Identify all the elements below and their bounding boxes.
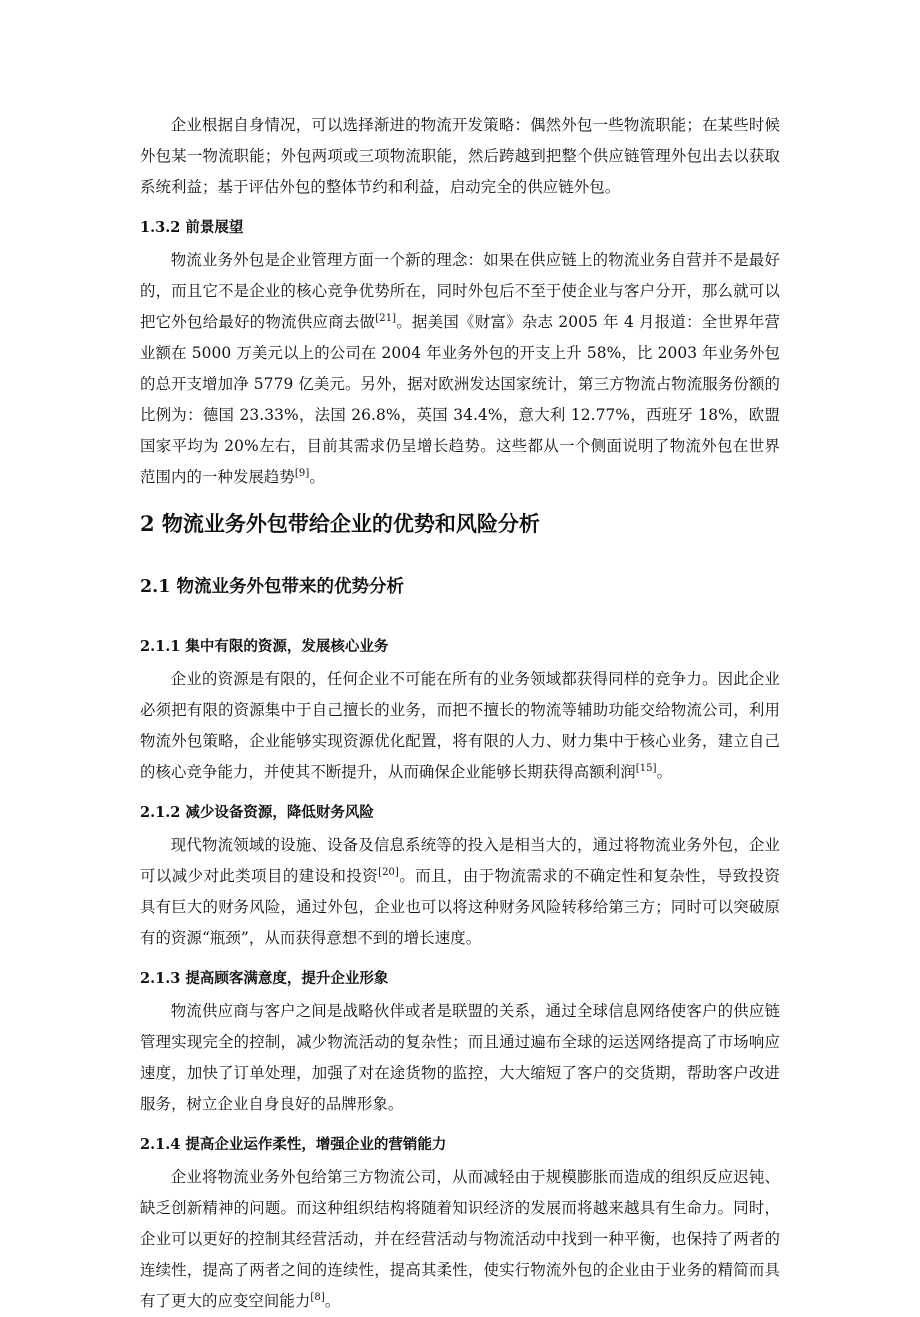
paragraph-outlook-text-c: 。 — [309, 468, 325, 486]
paragraph-outsourcing-strategy: 企业根据自身情况，可以选择渐进的物流开发策略：偶然外包一些物流职能；在某些时候外包某一物流职能；外包两项或三项物流职能，然后跨越到把整个供应链管理外包出去以获取系统利益；基于评估外包的整体节约和利益，启动完全的供应链外包。 — [140, 116, 780, 196]
heading-2-1-4: 2.1.4 提高企业运作柔性，增强企业的营销能力 — [140, 1136, 447, 1153]
chapter-2-title: 2 物流业务外包带给企业的优势和风险分析 — [140, 511, 540, 536]
paragraph-flexibility — [140, 1162, 780, 1317]
paragraph-core-business — [140, 664, 780, 788]
paragraph-outlook — [140, 245, 780, 493]
heading-1-3-2: 1.3.2 前景展望 — [140, 219, 244, 236]
heading-2-1-2: 2.1.2 减少设备资源，降低财务风险 — [140, 804, 374, 821]
paragraph-core-business-text-b: 。 — [656, 763, 673, 781]
paragraph-outlook-text-b: 。据美国《财富》杂志 2005 年 4 月报道：全世界年营业额在 5000 万美元以上的公司在 2004 年业务外包的开支上升 58%，比 2003 年业务外包的总开支增加净 5779 亿美元。另外，据对欧洲发达国家统计，第三方物流占物流服务份额的比例为：德国 23.33%，法国 26.8%，英国 34.4%，意大利 12.77%，西班牙 18%，欧盟国家平均为 20%左右，目前其需求仍呈增长趋势。这些都从一个侧面说明了物流外包在世界范围内的一种发展趋势 — [140, 313, 780, 486]
paragraph-flexibility-text-a: 企业将物流业务外包给第三方物流公司，从而减轻由于规模膨胀而造成的组织反应迟钝、缺乏创新精神的问题。而这种组织结构将随着知识经济的发展而将越来越具有生命力。同时，企业可以更好的控制其经营活动，并在经营活动与物流活动中找到一种平衡，也保持了两者的连续性，提高了两者之间的连续性，提高其柔性，使实行物流外包的企业由于业务的精简而具有了更大的应变空间能力 — [140, 1168, 780, 1310]
paragraph-flexibility-text-b: 。 — [324, 1292, 341, 1310]
paragraph-outlook-text-a: 物流业务外包是企业管理方面一个新的理念：如果在供应链上的物流业务自营并不是最好的，而且它不是企业的核心竞争优势所在，同时外包后不至于使企业与客户分开，那么就可以把它外包给最好的物流供应商去做 — [140, 251, 780, 331]
paragraph-customer-satisfaction: 物流供应商与客户之间是战略伙伴或者是联盟的关系，通过全球信息网络使客户的供应链管理实现完全的控制，减少物流活动的复杂性；而且通过遍布全球的运送网络提高了市场响应速度，加快了订单处理，加强了对在途货物的监控，大大缩短了客户的交货期，帮助客户改进服务，树立企业自身良好的品牌形象。 — [140, 1002, 780, 1113]
citation-ref: [8] — [310, 1292, 325, 1303]
citation-ref: [15] — [635, 763, 657, 774]
paragraph-financial-risk — [140, 830, 780, 954]
paragraph-financial-risk-text-a: 现代物流领域的设施、设备及信息系统等的投入是相当大的，通过将物流业务外包，企业可以减少对此类项目的建设和投资 — [140, 836, 780, 885]
paragraph-financial-risk-text-b: 。而且，由于物流需求的不确定性和复杂性，导致投资具有巨大的财务风险，通过外包，企业也可以将这种财务风险转移给第三方；同时可以突破原有的资源“瓶颈”，从而获得意想不到的增长速度。 — [140, 867, 780, 947]
citation-ref: [21] — [375, 313, 397, 324]
citation-ref: [20] — [378, 867, 400, 878]
document-page — [140, 110, 780, 1317]
section-2-1-title: 2.1 物流业务外包带来的优势分析 — [140, 577, 405, 597]
citation-ref: [9] — [294, 468, 310, 479]
heading-2-1-3: 2.1.3 提高顾客满意度，提升企业形象 — [140, 970, 389, 987]
heading-2-1-1: 2.1.1 集中有限的资源，发展核心业务 — [140, 638, 389, 655]
paragraph-core-business-text-a: 企业的资源是有限的，任何企业不可能在所有的业务领域都获得同样的竞争力。因此企业必须把有限的资源集中于自己擅长的业务，而把不擅长的物流等辅助功能交给物流公司，利用物流外包策略，企业能够实现资源优化配置，将有限的人力、财力集中于核心业务，建立自己的核心竞争能力，并使其不断提升，从而确保企业能够长期获得高额利润 — [140, 670, 780, 781]
